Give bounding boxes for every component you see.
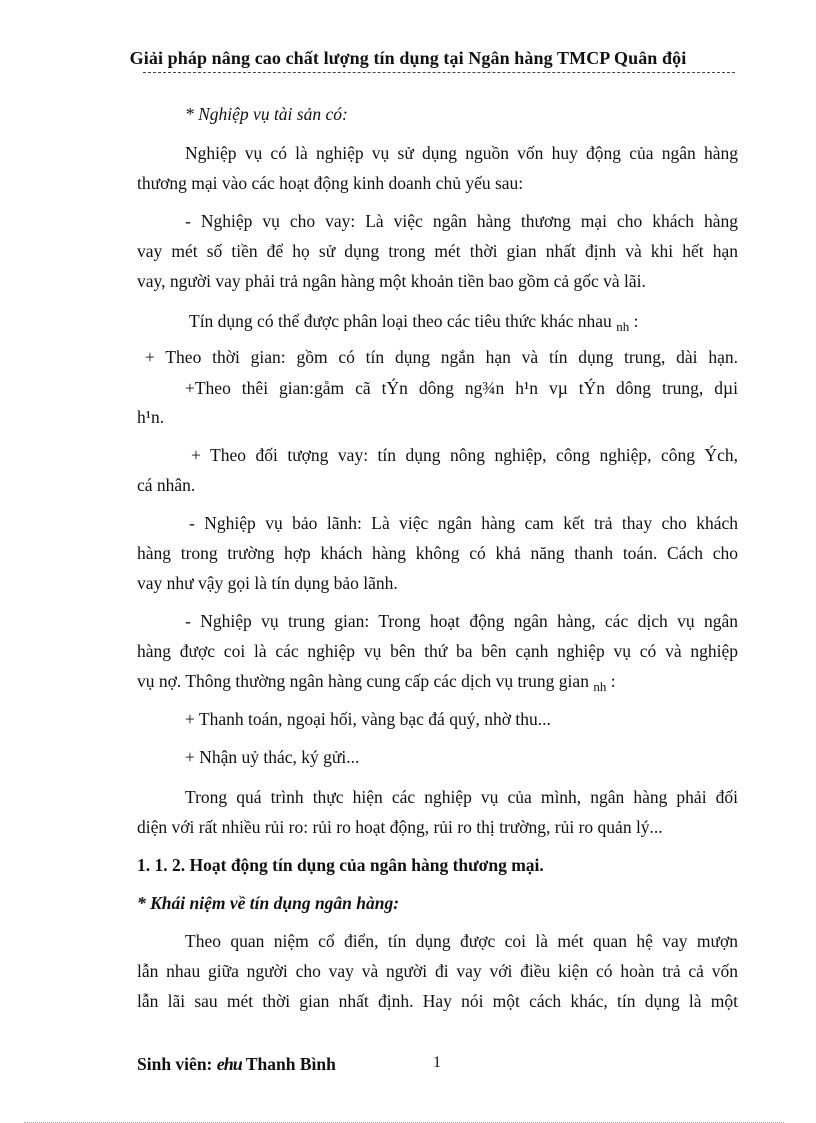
list-item: + Nhận uỷ thác, ký gửi...: [185, 747, 360, 767]
text-line: hàng trong trường hợp khách hàng không có khả năng thanh toán. Cách cho: [137, 543, 738, 563]
text-line: vay mét số tiền để họ sử dụng trong mét thời gian nhất định và khi hết hạn: [137, 241, 738, 261]
page-header-title: Giải pháp nâng cao chất lượng tín dụng tại Ngân hàng TMCP Quân đội: [129, 48, 687, 68]
section-heading: 1. 1. 2. Hoạt động tín dụng của ngân hàng thương mại.: [137, 855, 544, 875]
text-line: [137, 670, 616, 694]
text-line: vay, người vay phải trả ngân hàng một khoản tiền bao gồm cả gốc và lãi.: [137, 271, 646, 291]
text-fragment: :: [633, 311, 639, 331]
text-line: - Nghiệp vụ cho vay: Là việc ngân hàng thương mại cho khách hàng: [185, 211, 738, 231]
footer-signature: ehu: [216, 1054, 242, 1074]
text-line: thương mại vào các hoạt động kinh doanh chủ yếu sau:: [137, 173, 524, 193]
text-line: cá nhân.: [137, 475, 196, 495]
footer-student: [137, 1054, 336, 1075]
text-line-garbled: +Theo thêi gian:gåm cã tÝn dông ng¾n h¹n vµ tÝn dông trung, dµi: [185, 378, 738, 398]
text-line: diện với rất nhiều rủi ro: rủi ro hoạt động, rủi ro thị trường, rủi ro quản lý...: [137, 817, 663, 837]
text-line: lẫn nhau giữa người cho vay và người đi vay với điều kiện có hoàn trả cả vốn: [137, 961, 738, 981]
text-fragment: vụ nợ. Thông thường ngân hàng cung cấp các dịch vụ trung gian: [137, 671, 589, 691]
text-line: - Nghiệp vụ bảo lãnh: Là việc ngân hàng cam kết trả thay cho khách: [189, 513, 738, 533]
text-line: Trong quá trình thực hiện các nghiệp vụ của mình, ngân hàng phải đối: [185, 787, 738, 807]
text-fragment: :: [610, 671, 616, 691]
footer-student-name: Thanh Bình: [245, 1054, 336, 1074]
text-line: + Theo thời gian: gồm có tín dụng ngắn hạn và tín dụng trung, dài hạn.: [145, 347, 738, 367]
page-number: 1: [433, 1054, 441, 1071]
header-divider: [143, 72, 735, 73]
list-item: + Thanh toán, ngoại hối, vàng bạc đá quý, nhờ thu...: [185, 709, 551, 729]
text-line-garbled: h¹n.: [137, 407, 165, 427]
text-line: + Theo đối tượng vay: tín dụng nông nghiệp, công nghiệp, công Ých,: [191, 445, 738, 465]
section-label-assets: * Nghiệp vụ tài sản có:: [185, 104, 348, 124]
subscript-abbrev: nh: [616, 319, 630, 334]
text-line: - Nghiệp vụ trung gian: Trong hoạt động ngân hàng, các dịch vụ ngân: [185, 611, 738, 631]
text-line: Nghiệp vụ có là nghiệp vụ sử dụng nguồn vốn huy động của ngân hàng: [185, 143, 738, 163]
text-fragment: Tín dụng có thể được phân loại theo các tiêu thức khác nhau: [189, 311, 612, 331]
text-line: vay như vậy gọi là tín dụng bảo lãnh.: [137, 573, 398, 593]
text-line: hàng được coi là các nghiệp vụ bên thứ ba bên cạnh nghiệp vụ có và nghiệp: [137, 641, 738, 661]
text-line: Theo quan niệm cổ điển, tín dụng được coi là mét quan hệ vay mượn: [185, 931, 738, 951]
text-line: [189, 310, 638, 334]
text-line: lẫn lãi sau mét thời gian nhất định. Hay nói một cách khác, tín dụng là một: [137, 991, 738, 1011]
footer-label: Sinh viên:: [137, 1054, 213, 1074]
subscript-abbrev: nh: [593, 679, 607, 694]
subsection-heading: * Khái niệm về tín dụng ngân hàng:: [137, 893, 400, 913]
